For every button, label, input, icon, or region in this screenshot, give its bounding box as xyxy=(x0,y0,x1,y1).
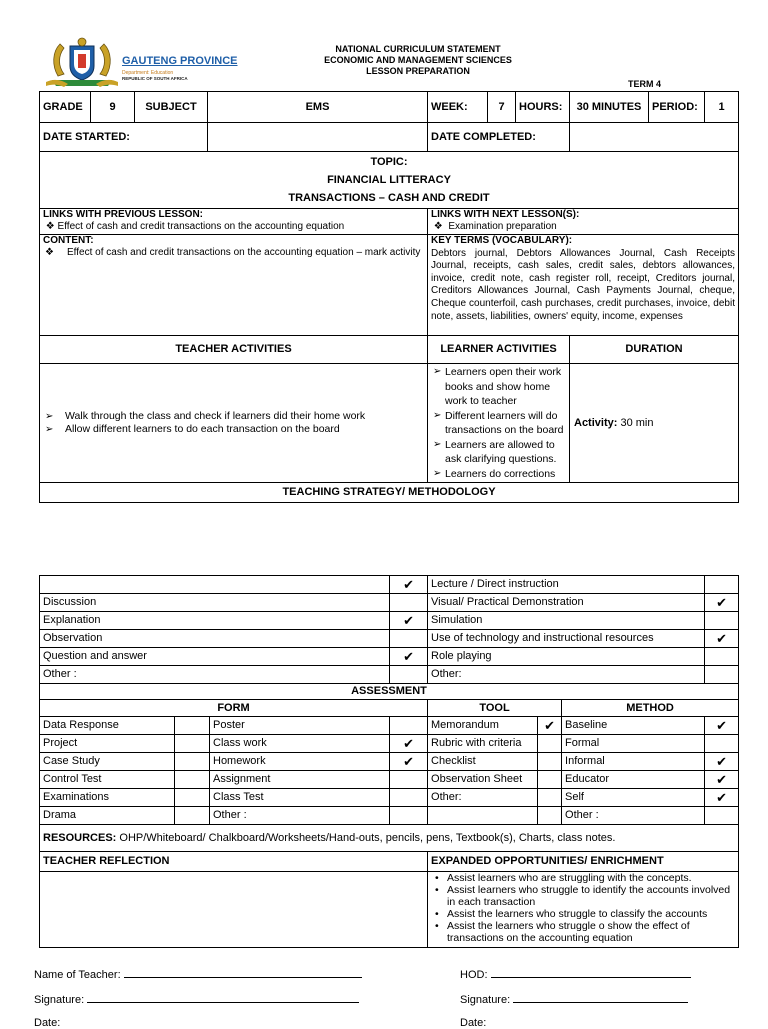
list-item: ➢ Learners are allowed to ask clarifying questions. xyxy=(431,438,564,467)
form-label: Examinations xyxy=(40,789,175,807)
tool-label: Observation Sheet xyxy=(428,771,538,789)
resources-text: OHP/Whiteboard/ Chalkboard/Worksheets/Hand-outs, pencils, pens, Textbook(s), Charts, class notes. xyxy=(119,831,616,844)
check-icon: ✔ xyxy=(390,612,428,630)
topic-label: TOPIC: xyxy=(370,156,408,168)
assessment-row xyxy=(40,753,739,771)
links-previous-cell xyxy=(40,209,428,235)
list-item: ➢ Different learners will do transactions on the board xyxy=(431,409,564,438)
list-item: ➢ Learners open their work books and show home work to teacher xyxy=(431,365,564,409)
form-check-cell xyxy=(175,717,210,735)
topic-line-1: FINANCIAL LITTERACY xyxy=(327,174,451,186)
method-label: Role playing xyxy=(428,648,705,666)
links-previous-item: ❖ Effect of cash and credit transactions on the accounting equation xyxy=(43,221,345,232)
week-label: WEEK: xyxy=(428,92,488,123)
links-previous-label: LINKS WITH PREVIOUS LESSON: xyxy=(43,209,204,220)
content-item: ❖ Effect of cash and credit transactions on the accounting equation – mark activity xyxy=(45,247,421,258)
content-cell xyxy=(40,235,428,336)
title-line-2: ECONOMIC AND MANAGEMENT SCIENCES xyxy=(324,55,512,65)
key-terms-cell xyxy=(428,235,739,336)
header-logo xyxy=(44,36,244,88)
duration-label: Activity: xyxy=(574,416,618,429)
list-item: ➢ Learners do corrections xyxy=(431,467,564,482)
form-label: Other : xyxy=(210,807,390,825)
method-label: Educator xyxy=(562,771,705,789)
form-check-cell xyxy=(175,771,210,789)
method-label: Discussion xyxy=(40,594,390,612)
check-icon xyxy=(705,807,739,825)
check-icon: ✔ xyxy=(705,717,739,735)
key-terms-label: KEY TERMS (VOCABULARY): xyxy=(431,235,573,246)
check-icon xyxy=(705,666,739,684)
resources-cell xyxy=(40,825,739,852)
duration-cell xyxy=(570,364,739,483)
week-value: 7 xyxy=(488,92,516,123)
form-label: Homework xyxy=(210,753,390,771)
method-row xyxy=(40,630,739,648)
enrichment-header: EXPANDED OPPORTUNITIES/ ENRICHMENT xyxy=(428,852,739,872)
form-label: Poster xyxy=(210,717,390,735)
teacher-date-line xyxy=(34,1017,60,1029)
teacher-date-label: Date: xyxy=(34,1017,61,1029)
learner-activities-header: LEARNER ACTIVITIES xyxy=(428,336,570,364)
date-completed-label: DATE COMPLETED: xyxy=(428,123,570,152)
list-item: ➢ Allow different learners to do each transaction on the board xyxy=(43,423,424,436)
method-label: Self xyxy=(562,789,705,807)
check-icon: ✔ xyxy=(705,630,739,648)
title-line-1: NATIONAL CURRICULUM STATEMENT xyxy=(335,44,501,54)
teaching-strategy-header: TEACHING STRATEGY/ METHODOLOGY xyxy=(40,483,739,503)
form-header: FORM xyxy=(40,700,428,717)
method-row xyxy=(40,594,739,612)
list-item: • Assist learners who are struggling with the concepts. xyxy=(431,872,735,884)
content-label: CONTENT: xyxy=(43,235,94,246)
method-label: Other: xyxy=(428,666,705,684)
tool-label: Other: xyxy=(428,789,538,807)
check-icon: ✔ xyxy=(705,771,739,789)
check-icon xyxy=(538,771,562,789)
date-completed-field[interactable] xyxy=(570,123,739,152)
check-icon xyxy=(390,789,428,807)
teacher-activities-header: TEACHER ACTIVITIES xyxy=(40,336,428,364)
tool-header: TOOL xyxy=(428,700,562,717)
check-icon: ✔ xyxy=(390,576,428,594)
method-row xyxy=(40,612,739,630)
teacher-activities-cell xyxy=(40,364,428,483)
teacher-reflection-header: TEACHER REFLECTION xyxy=(40,852,428,872)
form-label: Class Test xyxy=(210,789,390,807)
assessment-row xyxy=(40,771,739,789)
check-icon: ✔ xyxy=(390,648,428,666)
hod-date-label: Date: xyxy=(460,1017,487,1029)
form-check-cell xyxy=(175,789,210,807)
duration-value: 30 min xyxy=(620,416,654,429)
republic-name: REPUBLIC OF SOUTH AFRICA xyxy=(122,76,188,81)
teacher-reflection-field[interactable] xyxy=(40,872,428,948)
check-icon xyxy=(390,630,428,648)
form-label: Assignment xyxy=(210,771,390,789)
check-icon xyxy=(390,771,428,789)
method-label: Other : xyxy=(562,807,705,825)
duration-header: DURATION xyxy=(570,336,739,364)
form-label: Drama xyxy=(40,807,175,825)
hod-signature-line xyxy=(460,992,688,1006)
check-icon xyxy=(538,789,562,807)
province-name: GAUTENG PROVINCE xyxy=(122,55,238,67)
hod-signature-field[interactable] xyxy=(513,992,688,1003)
method-label: Simulation xyxy=(428,612,705,630)
method-header: METHOD xyxy=(562,700,739,717)
list-item: ➢ Walk through the class and check if learners did their home work xyxy=(43,410,424,423)
tool-label: Checklist xyxy=(428,753,538,771)
teacher-activities-list xyxy=(43,410,424,436)
form-label: Project xyxy=(40,735,175,753)
learner-activities-list xyxy=(431,365,566,481)
date-started-field[interactable] xyxy=(208,123,428,152)
assessment-row xyxy=(40,807,739,825)
method-label: Baseline xyxy=(562,717,705,735)
list-item: • Assist the learners who struggle o show the effect of transactions on the accounting equation xyxy=(431,920,735,944)
hod-label: HOD: xyxy=(460,969,488,981)
check-icon xyxy=(705,735,739,753)
learner-activities-cell xyxy=(428,364,570,483)
check-icon: ✔ xyxy=(390,753,428,771)
form-check-cell xyxy=(175,753,210,771)
hod-field[interactable] xyxy=(491,967,691,978)
assessment-row xyxy=(40,735,739,753)
term-label: TERM 4 xyxy=(628,79,662,89)
enrichment-cell xyxy=(428,872,739,948)
hod-signature-label: Signature: xyxy=(460,994,511,1006)
assessment-row xyxy=(40,717,739,735)
key-terms-text: Debtors journal, Debtors Allowances Journal, Cash Receipts Journal, receipts, cash sales, credit sales, debtors allowances, invoice, credit note, cash register roll, receipt, Creditors journal, Creditors Allowances Journal, Cash Payments Journal, cheque, Cheque counterfoil, cash purchases, credit purchases, invoice, debit note, assets, liabilities, owners' equity, income, expenses xyxy=(431,247,735,322)
form-label: Case Study xyxy=(40,753,175,771)
tool-label xyxy=(428,807,538,825)
check-icon xyxy=(390,807,428,825)
check-icon xyxy=(538,807,562,825)
check-icon: ✔ xyxy=(705,789,739,807)
teacher-signature-label: Signature: xyxy=(34,994,85,1006)
check-icon: ✔ xyxy=(705,594,739,612)
check-icon xyxy=(538,753,562,771)
period-value: 1 xyxy=(705,92,739,123)
check-icon xyxy=(705,612,739,630)
links-next-label: LINKS WITH NEXT LESSON(S): xyxy=(431,209,580,220)
form-check-cell xyxy=(175,735,210,753)
form-label: Control Test xyxy=(40,771,175,789)
method-label: Use of technology and instructional resources xyxy=(428,630,705,648)
grade-value: 9 xyxy=(91,92,135,123)
method-label: Observation xyxy=(40,630,390,648)
check-icon xyxy=(390,666,428,684)
check-icon xyxy=(705,576,739,594)
links-next-item: ❖ Examination preparation xyxy=(431,221,557,232)
hours-label: HOURS: xyxy=(516,92,570,123)
assessment-table xyxy=(39,575,739,948)
links-next-cell xyxy=(428,209,739,235)
lesson-info-table xyxy=(39,91,739,503)
grade-label: GRADE xyxy=(40,92,91,123)
department-name: Department: Education xyxy=(122,70,174,76)
resources-label: RESOURCES: xyxy=(43,831,117,844)
check-icon xyxy=(390,717,428,735)
subject-value: EMS xyxy=(208,92,428,123)
method-label: Informal xyxy=(562,753,705,771)
tool-label: Rubric with criteria xyxy=(428,735,538,753)
list-item: • Assist learners who struggle to identify the accounts involved in each transaction xyxy=(431,884,735,908)
teacher-name-line xyxy=(34,967,362,981)
check-icon xyxy=(705,648,739,666)
check-icon xyxy=(538,735,562,753)
method-label: Formal xyxy=(562,735,705,753)
form-check-cell xyxy=(175,807,210,825)
form-label: Class work xyxy=(210,735,390,753)
method-label xyxy=(40,576,390,594)
assessment-header: ASSESSMENT xyxy=(40,684,739,700)
check-icon xyxy=(390,594,428,612)
teacher-name-label: Name of Teacher: xyxy=(34,969,121,981)
date-started-label: DATE STARTED: xyxy=(40,123,208,152)
method-row xyxy=(40,666,739,684)
subject-label: SUBJECT xyxy=(135,92,208,123)
list-item: • Assist the learners who struggle to classify the accounts xyxy=(431,908,735,920)
topic-cell xyxy=(40,152,739,209)
assessment-row xyxy=(40,789,739,807)
check-icon: ✔ xyxy=(705,753,739,771)
teacher-signature-field[interactable] xyxy=(87,992,359,1003)
coat-of-arms-icon xyxy=(44,36,120,88)
document-title xyxy=(260,44,576,77)
topic-line-2: TRANSACTIONS – CASH AND CREDIT xyxy=(288,192,490,204)
form-label: Data Response xyxy=(40,717,175,735)
method-label: Question and answer xyxy=(40,648,390,666)
method-label: Explanation xyxy=(40,612,390,630)
title-line-3: LESSON PREPARATION xyxy=(366,66,470,76)
tool-label: Memorandum xyxy=(428,717,538,735)
method-row xyxy=(40,648,739,666)
method-label: Visual/ Practical Demonstration xyxy=(428,594,705,612)
hod-line xyxy=(460,967,691,981)
hod-date-line xyxy=(460,1017,486,1029)
enrichment-list xyxy=(431,872,735,944)
check-icon: ✔ xyxy=(390,735,428,753)
period-label: PERIOD: xyxy=(649,92,705,123)
method-label: Lecture / Direct instruction xyxy=(428,576,705,594)
teacher-name-field[interactable] xyxy=(124,967,362,978)
method-row xyxy=(40,576,739,594)
hours-value: 30 MINUTES xyxy=(570,92,649,123)
check-icon: ✔ xyxy=(538,717,562,735)
method-label: Other : xyxy=(40,666,390,684)
teacher-signature-line xyxy=(34,992,359,1006)
